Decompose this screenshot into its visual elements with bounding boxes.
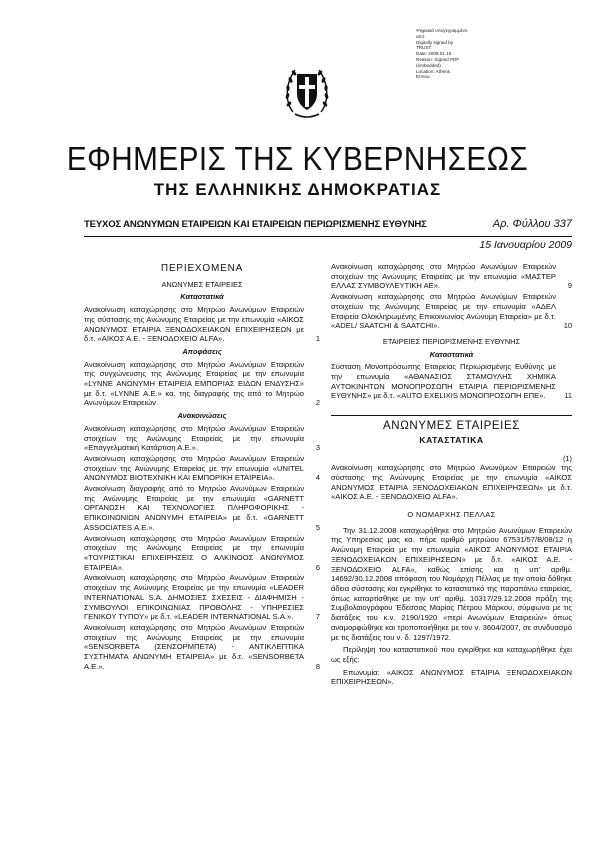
- toc-group-heading: ΑΝΩΝΥΜΕΣ ΕΤΑΙΡΕΙΕΣ: [161, 279, 243, 289]
- toc-page-number: 8: [315, 661, 320, 671]
- toc-entry-text: Ανακοίνωση καταχώρησης στο Μητρώο Ανωνύμων Εταιρειών στοιχείων της Ανώνυμης Εταιρείας με την επωνυμία «Επαγγελματική Κατάρτιση Α.Ε.».: [84, 423, 304, 453]
- toc-page-number: 9: [567, 281, 572, 291]
- stamp-line: Reason: Signed PDF: [416, 56, 460, 62]
- toc-entry-text: Ανακοίνωση καταχώρησης στο Μητρώο Ανωνύμων Εταιρειών στοιχείων της Ανώνυμης Εταιρείας με την επωνυμία «LEADER INTERNATIONAL S.A. ΔΗΜΟΣΙΕΣ ΣΧΕΣΕΙΣ - ΔΙΑΦΗΜΙΣΗ - ΣΥΜΒΟΥΛΟΙ ΕΠΙΚΟΙΝΩΝΙΑΣ ΠΡΟΒΟΛΗΣ - ΥΠΗΡΕΣΙΕΣ ΓΕΝΙΚΟΥ ΤΥΠΟΥ» με δ.τ. «LEADER INTERNATIONAL S.A.».: [84, 573, 304, 622]
- toc-entry-text: Ανακοίνωση καταχώρησης στο Μητρώο Ανωνύμων Εταιρειών στοιχείων της Ανώνυμης Εταιρείας με την επωνυμία «UNITEL ΑΝΩΝΥΜΟΣ ΒΙΟΤΕΧΝΙΚΗ ΚΑΙ ΕΜΠΟΡΙΚΗ ΕΤΑΙΡΕΙΑ».: [84, 453, 304, 483]
- toc-section-heading: Καταστατικά: [429, 349, 474, 359]
- toc-entry-text: Ανακοίνωση καταχώρησης στο Μητρώο Ανωνύμων Εταιρειών στοιχείων της Ανώνυμης Εταιρείας με την επωνυμία «ΜΑΣΤΕΡ ΕΛΛΑΣ ΣΥΜΒΟΥΛΕΥΤΙΚΗ ΑΕ».: [331, 262, 556, 291]
- toc-entry[interactable]: [84, 305, 320, 344]
- section-subheading: ΚΑΤΑΣΤΑΤΙΚΑ: [419, 434, 484, 445]
- toc-entry[interactable]: [84, 424, 320, 453]
- toc-entry[interactable]: [331, 362, 572, 401]
- toc-section-heading: Ανακοινώσεις: [177, 411, 227, 421]
- announcement-number: (1): [562, 453, 572, 463]
- toc-entry[interactable]: [331, 292, 572, 331]
- toc-column: [84, 262, 320, 672]
- stamp-line: Ermou: [416, 74, 430, 80]
- toc-entry-text: Ανακοίνωση καταχώρησης στο Μητρώο Ανωνύμων Εταιρειών της σύστασης της Ανώνυμης Εταιρείας με την επωνυμία «ΑΙΚΟΣ ΑΝΩΝΥΜΟΣ ΕΤΑΙΡΙΑ ΞΕΝΟΔΟΧΕΙΑΚΩΝ ΕΠΙΧΕΙΡΗΣΕΩΝ με δ.τ. «ΑΙΚΟΣ Α.Ε. - ΞΕΝΟΔΟΧΕΙΟ ALFA».: [84, 305, 304, 344]
- toc-page-number: 5: [315, 522, 320, 532]
- issue-number-label: Αρ. Φύλλου: [492, 218, 551, 230]
- announcement-intro: Ανακοίνωση καταχώρησης στο Μητρώο Ανωνύμων Εταιρειών της σύστασης της Ανώνυμης Εταιρείας με την επωνυμία «ΑΙΚΟΣ ΑΝΩΝΥΜΟΣ ΕΤΑΙΡΙΑ ΞΕΝΟΔΟΧΕΙΑΚΩΝ ΕΠΙΧΕΙΡΗΣΕΩΝ» με δ.τ. «ΑΙΚΟΣ Α.Ε. - ΞΕΝΟΔΟΧΕΙΟ ALFA».: [331, 463, 572, 502]
- content-column: [331, 262, 572, 690]
- toc-entry-text: Ανακοίνωση καταχώρησης στο Μητρώο Ανωνύμων Εταιρειών της συγχώνευσης της Ανώνυμης Εταιρείας με την επωνυμία «LYNNE ΑΝΩΝΥΜΗ ΕΤΑΙΡΕΙΑ ΕΜΠΟΡΙΑΣ ΕΙΔΩΝ ΕΝΔΥΣΗΣ» με δ.τ. «LYNNE Α.Ε.» κα. της διαγραφής της από το Μητρώο Ανωνύμων Εταιρειών.: [84, 359, 304, 408]
- toc-entry-text: Ανακοίνωση καταχώρησης στο Μητρώο Ανωνύμων Εταιρειών στοιχείων της Ανώνυμης Εταιρείας με την επωνυμία «SENSORBETA (ΣΕΝΣΟΡΜΠΕΤΑ) - ΑΝΤΙΚΛΕΠΤΙΚΑ ΣΥΣΤΗΜΑΤΑ ΑΝΩΝΥΜΗ ΕΤΑΙΡΕΙΑ» με δ.τ. «SENSORBETA Α.Ε.».: [84, 622, 304, 671]
- section-heading: ΑΝΩΝΥΜΕΣ ΕΤΑΙΡΕΙΕΣ: [331, 415, 572, 432]
- toc-title: ΠΕΡΙΕΧΟΜΕΝΑ: [160, 263, 244, 274]
- coat-of-arms-icon: [283, 60, 331, 122]
- toc-group-heading: ΕΤΑΙΡΕΙΕΣ ΠΕΡΙΩΡΙΣΜΕΝΗΣ ΕΥΘΥΝΗΣ: [382, 336, 521, 346]
- stamp-line: TRUST: [416, 45, 432, 51]
- announcement-paragraph: Περίληψη του καταστατικού που εγκρίθηκε και καταχωρήθηκε έχει ως εξής:: [331, 645, 572, 664]
- toc-section-heading: Αποφάσεις: [182, 346, 222, 356]
- stamp-line: Digitally signed by: [416, 39, 454, 45]
- stamp-line: Date: 2009.01.15: [416, 51, 452, 57]
- toc-entry[interactable]: [331, 262, 572, 291]
- issuing-authority: Ο ΝΟΜΑΡΧΗΣ ΠΕΛΛΑΣ: [407, 510, 496, 520]
- toc-page-number: 6: [315, 562, 320, 572]
- toc-page-number: 4: [315, 473, 320, 483]
- toc-page-number: 7: [315, 612, 320, 622]
- issue-date: 15 Ιανουαρίου 2009: [479, 239, 572, 251]
- toc-entry[interactable]: [84, 623, 320, 672]
- toc-entry-text: Ανακοίνωση καταχώρησης στο Μητρώο Ανωνύμων Εταιρειών στοιχείων της Ανώνυμης Εταιρείας με την επωνυμία «ΑΔΕΛ Εταιρεία Ολοκληρωμένης Επικοινωνίας Ανώνυμη Εταιρεία» με δ.τ. «ADEL/ SAATCHI & SAATCHI».: [331, 292, 556, 331]
- announcement-paragraph: Επωνυμία: «ΑΙΚΟΣ ΑΝΩΝΥΜΟΣ ΕΤΑΙΡΙΑ ΞΕΝΟΔΟΧΕΙΑΚΩΝ ΕΠΙΧΕΙΡΗΣΕΩΝ».: [331, 667, 572, 687]
- toc-entry-text: Ανακοίνωση καταχώρησης στο Μητρώο Ανωνύμων Εταιρειών στοιχείων της Ανώνυμης Εταιρείας με την επωνυμία «ΤΟΥΡΙΣΤΙΚΑΙ ΕΠΙΧΕΙΡΗΣΕΙΣ Ο ΑΛΚΙΝΟΟΣ ΑΝΩΝΥΜΟΣ ΕΤΑΙΡΕΙΑ».: [84, 533, 304, 572]
- issue-line: [84, 219, 572, 235]
- toc-section-heading: Καταστατικά: [180, 292, 224, 302]
- stamp-line: (embedded): [416, 62, 441, 68]
- header-rule: [84, 236, 572, 237]
- issue-type: ΤΕΥΧΟΣ ΑΝΩΝΥΜΩΝ ΕΤΑΙΡΕΙΩΝ ΚΑΙ ΕΤΑΙΡΕΙΩΝ ΠΕΡΙΩΡΙΣΜΕΝΗΣ ΕΥΘΥΝΗΣ: [84, 219, 427, 230]
- gazette-title: ΕΦΗΜΕΡΙΣ ΤΗΣ ΚΥΒΕΡΝΗΣΕΩΣ: [66, 140, 529, 177]
- issue-number: [493, 218, 572, 230]
- toc-entry-text: Σύσταση Μονοπρόσωπης Εταιρείας Περιωρισμένης Ευθύνης με την επωνυμία «ΑΘΑΝΑΣΙΟΣ ΣΤΑΜΟΥΛΗΣ ΧΗΜΙΚΑ ΑΥΤΟΚΙΝΗΤΩΝ ΜΟΝΟΠΡΟΣΩΠΗ ΕΤΑΙΡΙΑ ΠΕΡΙΩΡΙΣΜΕΝΗΣ ΕΥΘΥΝΗΣ» με δ.τ. «AUTO EXELIXIS ΜΟΝΟΠΡΟΣΩΠΗ ΕΠΕ».: [331, 362, 556, 401]
- announcement-paragraph: Την 31.12.2008 καταχωρήθηκε στο Μητρώο Ανωνύμων Εταιρειών της Υπηρεσίας μας κα. πήρε αριθμό μητρώου 67531/57/Β/08/12 η Ανώνυμη Εταιρεία με την επωνυμία «ΑΙΚΟΣ ΑΝΩΝΥΜΟΣ ΕΤΑΙΡΙΑ ΞΕΝΟΔΟΧΕΙΑΚΩΝ ΕΠΙΧΕΙΡΗΣΕΩΝ» με δ.τ. «ΑΙΚΟΣ Α.Ε. - ΞΕΝΟΔΟΧΕΙΟ ALFA», καθώς επίσης και η υπ' αριθμ. 14692/30.12.2008 απόφαση του Νομάρχη Πέλλας με την οποία δόθηκε άδεια σύστασης και εγκρίθηκε το καταστατικό της παραπάνω εταιρείας, όπως καταρτίσθηκε με την υπ' αριθμ. 10317/29.12.2008 πράξη της Συμβολαιογράφου Έδεσσας Μαρίας Πέτρου Μάρκου, σύμφωνα με τις διατάξεις του κ.ν. 2190/1920 «περί Ανωνύμων Εταιρειών» όπως αναμορφώθηκε και τροποποιήθηκε με τον ν. 3604/2007, σε συνδυασμό με τις διατάξεις του ν. δ. 1297/1972.: [331, 525, 572, 642]
- issue-number-value: 337: [553, 218, 572, 230]
- stamp-line: Location: Athens: [416, 68, 450, 74]
- toc-page-number: 10: [563, 321, 572, 331]
- toc-page-number: 1: [315, 334, 320, 344]
- toc-page-number: 11: [564, 391, 572, 401]
- digital-signature-stamp: [416, 28, 486, 80]
- toc-page-number: 3: [315, 443, 320, 453]
- gazette-subtitle: ΤΗΣ ΕΛΛΗΝΙΚΗΣ ΔΗΜΟΚΡΑΤΙΑΣ: [153, 180, 442, 199]
- toc-entry[interactable]: [84, 534, 320, 573]
- toc-entry-text: Ανακοίνωση διαγραφής από το Μητρώο Ανωνύμων Εταιρειών της Ανώνυμης Εταιρείας με την επωνυμία «GARNETT ΟΡΓΑΝΩΣΗ ΚΑΙ ΤΕΧΝΟΛΟΓΙΕΣ ΠΛΗΡΟΦΟΡΙΚΗΣ - ΕΠΙΚΟΙΝΩΝΙΩΝ ΑΝΩΝΥΜΗ ΕΤΑΙΡΕΙΑ» με δ.τ. «GARNETT ASSOCIATES Α.Ε.».: [84, 484, 304, 532]
- toc-entry[interactable]: [84, 454, 320, 483]
- toc-entry[interactable]: [84, 573, 320, 622]
- stamp-line: Ψηφιακά υπογεγραμμένο: [416, 28, 468, 33]
- stamp-line: από: [416, 33, 425, 39]
- toc-page-number: 2: [315, 398, 320, 408]
- toc-entry[interactable]: [84, 484, 320, 533]
- toc-entry[interactable]: [84, 360, 320, 409]
